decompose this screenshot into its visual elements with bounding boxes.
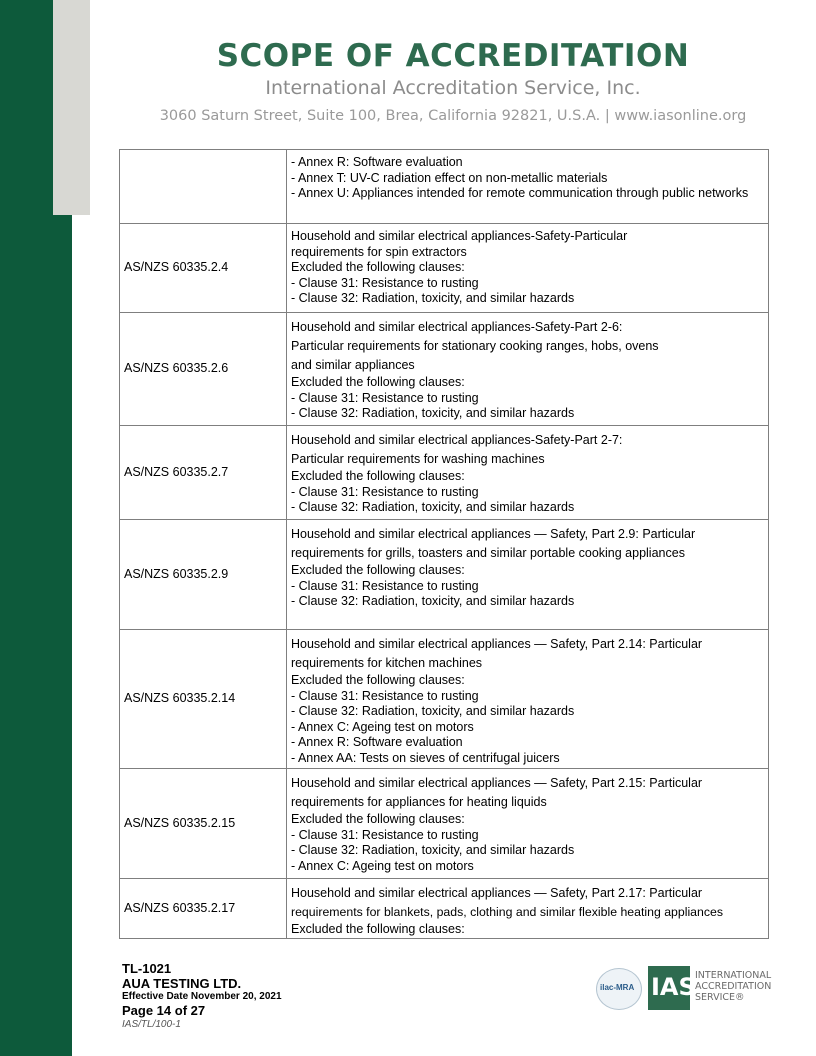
description-cell — [287, 630, 769, 769]
ias-wordmark-line: ACCREDITATION — [695, 981, 772, 992]
page-title: SCOPE OF ACCREDITATION — [216, 38, 690, 74]
scope-table — [119, 149, 769, 939]
ias-logo-text: IAS — [651, 973, 696, 1001]
description-line: - Clause 32: Radiation, toxicity, and similar hazards — [291, 406, 575, 420]
table-row — [120, 224, 769, 313]
accreditation-logos — [596, 966, 776, 1012]
ias-logo — [648, 966, 696, 1010]
description-line: - Annex R: Software evaluation — [291, 735, 463, 749]
description-line: Household and similar electrical appliances-Safety-Part 2-6: — [291, 320, 623, 334]
grey-side-tab — [53, 0, 90, 215]
company-name: AUA TESTING LTD. — [122, 976, 242, 991]
org-name: International Accreditation Service, Inc. — [265, 77, 641, 99]
description-cell — [287, 879, 769, 939]
description-line: - Annex R: Software evaluation — [291, 155, 463, 169]
description-line: requirements for kitchen machines — [291, 656, 483, 670]
description-line: Household and similar electrical appliances-Safety-Particular — [291, 229, 628, 243]
description-line: Excluded the following clauses: — [291, 469, 465, 483]
description-line: Household and similar electrical appliances — Safety, Part 2.15: Particular — [291, 776, 703, 790]
description-cell — [287, 224, 769, 313]
description-line: Excluded the following clauses: — [291, 812, 465, 826]
page-footer — [122, 961, 282, 1031]
description-line: Household and similar electrical appliances — Safety, Part 2.14: Particular — [291, 637, 703, 651]
description-line: - Clause 31: Resistance to rusting — [291, 390, 479, 405]
standard-cell: AS/NZS 60335.2.15 — [120, 769, 287, 879]
standard-cell: AS/NZS 60335.2.7 — [120, 426, 287, 520]
org-address: 3060 Saturn Street, Suite 100, Brea, California 92821, U.S.A. | www.iasonline.org — [159, 108, 747, 124]
description-line: and similar appliances — [291, 358, 415, 372]
description-line: - Clause 31: Resistance to rusting — [291, 484, 479, 499]
description-line: Excluded the following clauses: — [291, 375, 465, 389]
table-row — [120, 313, 769, 426]
description-line: Excluded the following clauses: — [291, 922, 465, 936]
description-line: Particular requirements for stationary cooking ranges, hobs, ovens — [291, 339, 659, 353]
description-line: - Clause 32: Radiation, toxicity, and similar hazards — [291, 843, 575, 857]
description-line: Household and similar electrical appliances — Safety, Part 2.9: Particular — [291, 527, 696, 541]
description-line: requirements for grills, toasters and similar portable cooking appliances — [291, 546, 685, 560]
description-line: - Clause 32: Radiation, toxicity, and similar hazards — [291, 594, 575, 608]
description-line: Excluded the following clauses: — [291, 673, 465, 687]
description-line: Excluded the following clauses: — [291, 563, 465, 577]
standard-cell: AS/NZS 60335.2.6 — [120, 313, 287, 426]
description-line: requirements for spin extractors — [291, 244, 467, 259]
table-row — [120, 520, 769, 630]
description-line: - Clause 31: Resistance to rusting — [291, 578, 479, 593]
description-line: Household and similar electrical appliances-Safety-Part 2-7: — [291, 433, 623, 447]
description-line: Excluded the following clauses: — [291, 260, 465, 274]
description-line: - Annex C: Ageing test on motors — [291, 719, 474, 734]
ias-wordmark-line: INTERNATIONAL — [695, 970, 772, 981]
standard-cell: AS/NZS 60335.2.17 — [120, 879, 287, 939]
description-line: - Clause 31: Resistance to rusting — [291, 275, 479, 290]
description-line: - Clause 31: Resistance to rusting — [291, 688, 479, 703]
description-cell — [287, 150, 769, 224]
ias-logo-wordmark — [695, 970, 771, 1003]
effective-date: Effective Date November 20, 2021 — [122, 991, 282, 1002]
table-row — [120, 769, 769, 879]
description-cell — [287, 520, 769, 630]
standard-cell: AS/NZS 60335.2.4 — [120, 224, 287, 313]
description-line: - Clause 32: Radiation, toxicity, and similar hazards — [291, 704, 575, 718]
standard-cell: AS/NZS 60335.2.9 — [120, 520, 287, 630]
table-row — [120, 630, 769, 769]
table-row — [120, 879, 769, 939]
table-row — [120, 426, 769, 520]
page-number: Page 14 of 27 — [122, 1003, 206, 1018]
description-line: - Annex U: Appliances intended for remote communication through public networks — [291, 186, 749, 200]
form-id: IAS/TL/100-1 — [122, 1019, 181, 1030]
description-line: - Annex C: Ageing test on motors — [291, 858, 474, 873]
description-line: Household and similar electrical appliances — Safety, Part 2.17: Particular — [291, 886, 703, 900]
table-row — [120, 150, 769, 224]
description-line: - Clause 32: Radiation, toxicity, and similar hazards — [291, 500, 575, 514]
description-line: - Clause 31: Resistance to rusting — [291, 827, 479, 842]
ilac-mra-text: ilac-MRA — [600, 983, 635, 992]
description-line: - Annex T: UV-C radiation effect on non-metallic materials — [291, 170, 608, 185]
document-code: TL-1021 — [122, 961, 172, 976]
description-line: requirements for appliances for heating liquids — [291, 795, 547, 809]
ias-wordmark-line: SERVICE® — [695, 992, 745, 1003]
description-cell — [287, 769, 769, 879]
description-cell — [287, 426, 769, 520]
standard-cell — [120, 150, 287, 224]
description-line: - Annex AA: Tests on sieves of centrifugal juicers — [291, 750, 560, 765]
standard-cell: AS/NZS 60335.2.14 — [120, 630, 287, 769]
description-line: Particular requirements for washing machines — [291, 452, 545, 466]
ilac-mra-logo — [596, 968, 642, 1010]
description-line: - Clause 32: Radiation, toxicity, and similar hazards — [291, 291, 575, 305]
description-cell — [287, 313, 769, 426]
description-line: requirements for blankets, pads, clothing and similar flexible heating appliances — [291, 905, 724, 919]
